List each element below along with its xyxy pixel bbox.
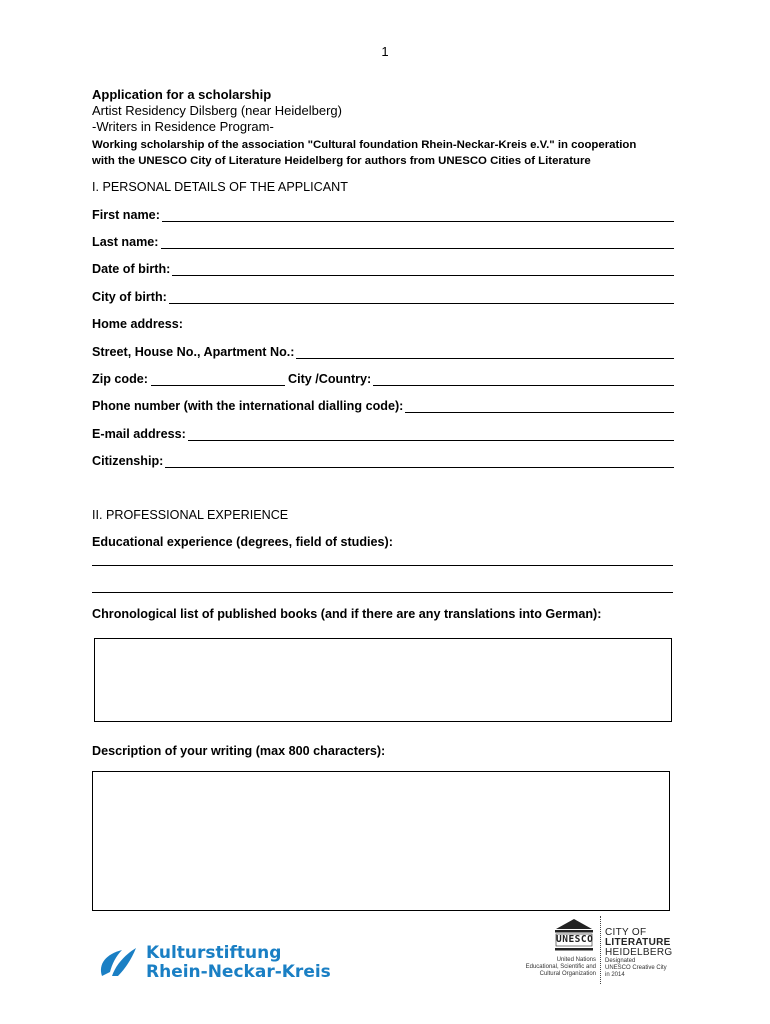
zip-city-row [92,370,674,386]
street-input-line[interactable] [296,346,674,359]
first-name-input-line[interactable] [162,209,674,222]
unesco-org-line-3: Cultural Organization [539,971,596,977]
last-name-field[interactable] [92,233,674,249]
citizenship-field[interactable] [92,452,674,468]
unesco-temple-icon [552,918,596,954]
city-of-birth-label: City of birth: [92,290,167,304]
kulturstiftung-logo-icon [96,942,138,982]
city-of-birth-input-line[interactable] [169,291,674,304]
writing-description-textbox[interactable] [92,771,670,911]
date-of-birth-input-line[interactable] [172,263,674,276]
first-name-field[interactable] [92,206,674,222]
designated-line-3: in 2014 [605,972,625,978]
writing-description-label: Description of your writing (max 800 characters): [92,744,386,758]
phone-field[interactable] [92,397,674,413]
email-field[interactable] [92,425,674,441]
education-input-line-1[interactable] [92,565,673,566]
home-address-label: Home address: [92,317,183,331]
citizenship-input-line[interactable] [165,455,674,468]
kulturstiftung-name-line-2: Rhein-Neckar-Kreis [146,962,331,982]
education-label: Educational experience (degrees, field of studies): [92,535,393,549]
city-country-label: City /Country: [287,372,372,386]
page-number: 1 [381,44,389,59]
unesco-org-line-1: United Nations [556,957,596,963]
literature-text: LITERATURE [605,937,671,948]
unesco-organization-text [520,957,596,978]
date-of-birth-label: Date of birth: [92,262,171,276]
city-country-input-line[interactable] [373,373,674,386]
kulturstiftung-name-line-1: Kulturstiftung [146,943,282,963]
program-description-2: with the UNESCO City of Literature Heidelberg for authors from UNESCO Cities of Literature [92,155,591,167]
program-description-1: Working scholarship of the association "Cultural foundation Rhein-Neckar-Kreis e.V." in cooperation [92,139,637,151]
phone-input-line[interactable] [405,400,674,413]
logo-divider [600,916,601,984]
zip-label: Zip code: [92,372,148,386]
published-books-label: Chronological list of published books (and if there are any translations into German): [92,607,602,621]
street-field[interactable] [92,343,674,359]
phone-label: Phone number (with the international dialling code): [92,399,404,413]
unesco-emblem-name: UNESCO [556,934,594,945]
program-subtitle-2: -Writers in Residence Program- [92,119,274,134]
email-label: E-mail address: [92,427,186,441]
published-books-textbox[interactable] [94,638,672,722]
program-subtitle: Artist Residency Dilsberg (near Heidelberg) [92,103,342,118]
section-personal-details-heading: I. PERSONAL DETAILS OF THE APPLICANT [92,180,348,194]
citizenship-label: Citizenship: [92,454,164,468]
city-of-text: CITY OF [605,927,647,938]
education-input-line-2[interactable] [92,592,673,593]
email-input-line[interactable] [188,428,674,441]
street-label: Street, House No., Apartment No.: [92,345,295,359]
date-of-birth-field[interactable] [92,260,674,276]
heidelberg-text: HEIDELBERG [605,947,673,958]
last-name-label: Last name: [92,235,159,249]
first-name-label: First name: [92,208,160,222]
designated-line-2: UNESCO Creative City [605,965,667,971]
zip-input-line[interactable] [151,373,285,386]
designated-line-1: Designated [605,958,636,964]
last-name-input-line[interactable] [161,236,675,249]
section-professional-experience-heading: II. PROFESSIONAL EXPERIENCE [92,508,289,522]
designated-text [605,958,667,979]
city-of-birth-field[interactable] [92,288,674,304]
unesco-org-line-2: Educational, Scientific and [525,964,596,970]
form-title: Application for a scholarship [92,87,272,102]
